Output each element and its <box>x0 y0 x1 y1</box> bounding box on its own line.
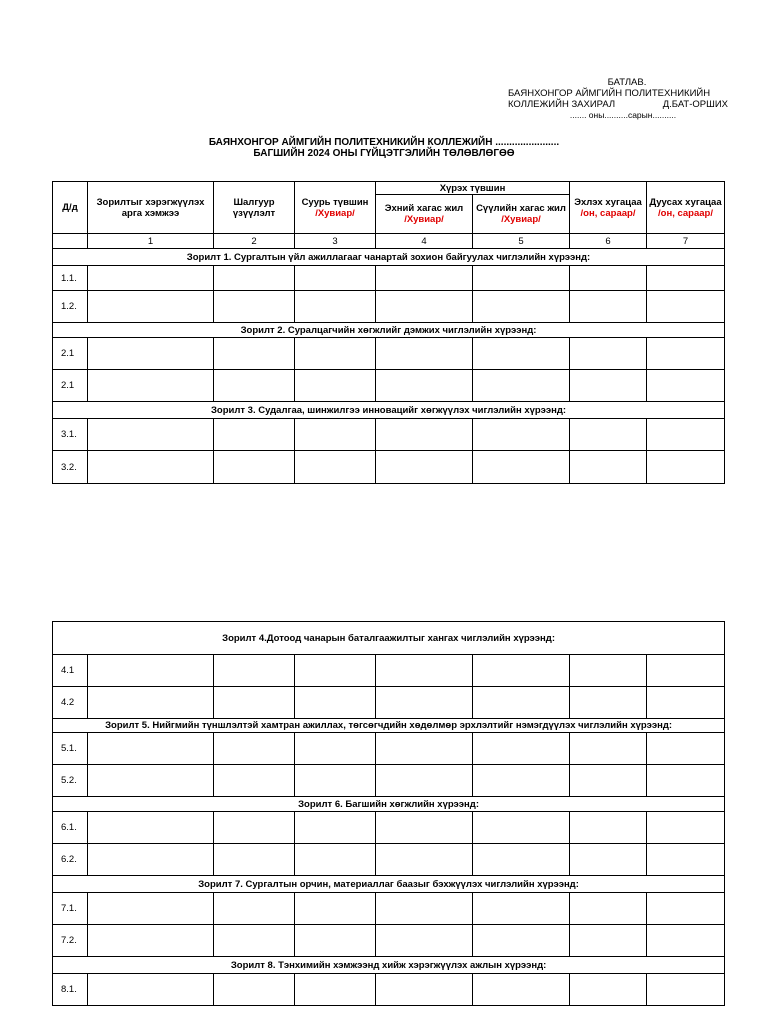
row-number: 2.1 <box>53 338 88 370</box>
table-cell[interactable] <box>88 687 214 719</box>
title-line-1: БАЯНХОНГОР АЙМГИЙН ПОЛИТЕХНИКИЙН КОЛЛЕЖИЙН ....................... <box>208 137 560 148</box>
column-number: 6 <box>570 234 647 249</box>
table-row <box>53 266 725 291</box>
table-cell[interactable] <box>570 266 647 291</box>
table-cell[interactable] <box>570 370 647 402</box>
header-start-unit: /он, сараар/ <box>580 207 636 219</box>
header-first-half-label: Эхний хагас жил <box>384 203 464 214</box>
objective-5-title: Зорилт 5. Нийгмийн түншлэлтэй хамтран ажиллах, төгсөгчдийн хөдөлмөр эрхлэлтийг нэмэгдүүлэх чиглэлийн хүрээнд: <box>53 719 725 733</box>
approval-label: БАТЛАВ. <box>607 77 647 88</box>
table-row <box>53 655 725 687</box>
column-number: 1 <box>88 234 214 249</box>
table-cell[interactable] <box>88 733 214 765</box>
table-cell[interactable] <box>473 733 570 765</box>
table-cell[interactable] <box>647 655 725 687</box>
table-cell[interactable] <box>570 893 647 925</box>
table-cell[interactable] <box>473 419 570 451</box>
table-cell[interactable] <box>88 370 214 402</box>
table-cell[interactable] <box>473 451 570 484</box>
objective-3-title: Зорилт 3. Судалгаа, шинжилгээ инновацийг хөгжүүлэх чиглэлийн хүрээнд: <box>53 402 725 419</box>
objective-7-title: Зорилт 7. Сургалтын орчин, материаллаг баазыг бэхжүүлэх чиглэлийн хүрээнд: <box>53 876 725 893</box>
approval-name: Д.БАТ-ОРШИХ <box>662 99 728 110</box>
table-cell[interactable] <box>473 291 570 323</box>
column-number: 7 <box>647 234 725 249</box>
table-cell[interactable] <box>570 765 647 797</box>
table-cell[interactable] <box>647 338 725 370</box>
plan-table-page-1 <box>52 181 725 484</box>
row-number: 8.1. <box>53 974 88 1006</box>
table-cell[interactable] <box>214 893 295 925</box>
row-number: 5.1. <box>53 733 88 765</box>
row-number: 1.1. <box>53 266 88 291</box>
table-row <box>53 338 725 370</box>
table-cell[interactable] <box>570 419 647 451</box>
table-cell[interactable] <box>647 419 725 451</box>
table-cell[interactable] <box>376 844 473 876</box>
column-number-row <box>53 234 725 249</box>
plan-table-page-2 <box>52 621 725 1006</box>
approval-position: КОЛЛЕЖИЙН ЗАХИРАЛ <box>508 99 616 110</box>
table-cell[interactable] <box>295 687 376 719</box>
header-second-half-unit: /Хувиар/ <box>501 214 541 225</box>
title-line-2: БАГШИЙН 2024 ОНЫ ГҮЙЦЭТГЭЛИЙН ТӨЛӨВЛӨГӨӨ <box>253 148 515 159</box>
header-criteria: Шалгуур үзүүлэлт <box>214 182 295 234</box>
objective-2-title: Зорилт 2. Суралцагчийн хөгжлийг дэмжих чиглэлийн хүрээнд: <box>53 323 725 338</box>
table-cell[interactable] <box>295 765 376 797</box>
table-cell[interactable] <box>647 893 725 925</box>
table-cell[interactable] <box>473 687 570 719</box>
table-cell[interactable] <box>214 291 295 323</box>
table-cell[interactable] <box>214 419 295 451</box>
table-cell[interactable] <box>88 655 214 687</box>
table-cell[interactable] <box>473 844 570 876</box>
table-row <box>53 765 725 797</box>
objective-6-title: Зорилт 6. Багшийн хөгжлийн хүрээнд: <box>53 797 725 812</box>
table-cell[interactable] <box>570 844 647 876</box>
table-cell[interactable] <box>376 338 473 370</box>
table-row <box>53 291 725 323</box>
header-baseline <box>295 182 376 234</box>
table-cell[interactable] <box>88 925 214 957</box>
table-cell[interactable] <box>88 291 214 323</box>
table-cell[interactable] <box>647 451 725 484</box>
table-cell[interactable] <box>570 925 647 957</box>
table-cell[interactable] <box>376 370 473 402</box>
table-cell[interactable] <box>647 925 725 957</box>
table-cell[interactable] <box>473 338 570 370</box>
table-cell[interactable] <box>570 655 647 687</box>
table-cell[interactable] <box>570 291 647 323</box>
header-first-half <box>376 195 473 234</box>
table-cell[interactable] <box>570 451 647 484</box>
table-cell[interactable] <box>295 419 376 451</box>
table-cell[interactable] <box>647 974 725 1006</box>
table-cell[interactable] <box>214 655 295 687</box>
table-cell[interactable] <box>295 338 376 370</box>
row-number: 6.2. <box>53 844 88 876</box>
table-cell[interactable] <box>473 266 570 291</box>
header-second-half <box>473 195 570 234</box>
table-cell[interactable] <box>295 893 376 925</box>
table-cell[interactable] <box>88 451 214 484</box>
approval-block <box>508 77 732 121</box>
row-number: 7.1. <box>53 893 88 925</box>
table-row <box>53 812 725 844</box>
table-row <box>53 844 725 876</box>
table-cell[interactable] <box>570 338 647 370</box>
table-cell[interactable] <box>376 765 473 797</box>
table-cell[interactable] <box>214 370 295 402</box>
row-number: 6.1. <box>53 812 88 844</box>
column-number: 5 <box>473 234 570 249</box>
table-cell[interactable] <box>295 925 376 957</box>
row-number: 1.2. <box>53 291 88 323</box>
table-cell[interactable] <box>473 812 570 844</box>
table-cell[interactable] <box>88 844 214 876</box>
table-cell[interactable] <box>376 291 473 323</box>
table-cell[interactable] <box>473 765 570 797</box>
table-cell[interactable] <box>376 974 473 1006</box>
table-cell[interactable] <box>214 974 295 1006</box>
objective-1-title: Зорилт 1. Сургалтын үйл ажиллагааг чанартай зохион байгуулах чиглэлийн хүрээнд: <box>53 249 725 266</box>
table-cell[interactable] <box>295 974 376 1006</box>
header-second-half-label: Сүүлийн хагас жил <box>476 203 566 214</box>
table-cell[interactable] <box>214 266 295 291</box>
table-cell[interactable] <box>88 338 214 370</box>
table-cell[interactable] <box>647 812 725 844</box>
header-end-label: Дуусах хугацаа <box>649 196 722 208</box>
header-first-half-unit: /Хувиар/ <box>404 214 444 225</box>
column-number: 3 <box>295 234 376 249</box>
table-cell[interactable] <box>376 733 473 765</box>
table-row <box>53 451 725 484</box>
table-cell[interactable] <box>214 812 295 844</box>
table-cell[interactable] <box>214 338 295 370</box>
row-number: 7.2. <box>53 925 88 957</box>
table-cell[interactable] <box>295 812 376 844</box>
table-cell[interactable] <box>376 925 473 957</box>
table-cell[interactable] <box>647 733 725 765</box>
table-cell[interactable] <box>295 451 376 484</box>
table-row <box>53 893 725 925</box>
objective-4-title: Зорилт 4.Дотоод чанарын баталгаажилтыг хангах чиглэлийн хүрээнд: <box>53 622 725 655</box>
column-number: 2 <box>214 234 295 249</box>
table-row <box>53 733 725 765</box>
table-cell[interactable] <box>570 733 647 765</box>
header-end-unit: /он, сараар/ <box>658 207 713 219</box>
table-cell[interactable] <box>376 893 473 925</box>
header-start-time <box>570 182 647 234</box>
table-cell[interactable] <box>647 266 725 291</box>
table-cell[interactable] <box>88 765 214 797</box>
row-number: 4.1 <box>53 655 88 687</box>
table-row <box>53 687 725 719</box>
table-cell[interactable] <box>473 893 570 925</box>
table-cell[interactable] <box>214 687 295 719</box>
table-cell[interactable] <box>647 687 725 719</box>
table-cell[interactable] <box>295 844 376 876</box>
table-cell[interactable] <box>88 893 214 925</box>
table-row <box>53 925 725 957</box>
table-cell[interactable] <box>295 266 376 291</box>
row-number: 3.2. <box>53 451 88 484</box>
table-cell[interactable] <box>295 291 376 323</box>
header-dd: Д/д <box>53 182 88 234</box>
table-cell[interactable] <box>214 765 295 797</box>
table-cell[interactable] <box>570 812 647 844</box>
column-number-empty <box>53 234 88 249</box>
table-cell[interactable] <box>214 844 295 876</box>
table-row <box>53 974 725 1006</box>
table-cell[interactable] <box>570 687 647 719</box>
table-cell[interactable] <box>473 370 570 402</box>
table-row <box>53 419 725 451</box>
column-number: 4 <box>376 234 473 249</box>
table-cell[interactable] <box>376 655 473 687</box>
table-cell[interactable] <box>88 974 214 1006</box>
objective-8-title: Зорилт 8. Тэнхимийн хэмжээнд хийж хэрэгжүүлэх ажлын хүрээнд: <box>53 957 725 974</box>
table-cell[interactable] <box>214 451 295 484</box>
header-end-time <box>647 182 725 234</box>
table-cell[interactable] <box>295 733 376 765</box>
table-row <box>53 370 725 402</box>
table-cell[interactable] <box>295 370 376 402</box>
table-cell[interactable] <box>376 451 473 484</box>
table-cell[interactable] <box>473 925 570 957</box>
table-cell[interactable] <box>647 291 725 323</box>
header-start-label: Эхлэх хугацаа <box>574 196 642 208</box>
row-number: 4.2 <box>53 687 88 719</box>
header-baseline-label: Суурь түвшин <box>301 196 369 208</box>
table-cell[interactable] <box>647 370 725 402</box>
row-number: 3.1. <box>53 419 88 451</box>
table-cell[interactable] <box>473 655 570 687</box>
table-cell[interactable] <box>214 733 295 765</box>
row-number: 5.2. <box>53 765 88 797</box>
header-baseline-unit: /Хувиар/ <box>315 207 355 219</box>
row-number: 2.1 <box>53 370 88 402</box>
table-cell[interactable] <box>376 812 473 844</box>
table-cell[interactable] <box>214 925 295 957</box>
table-cell[interactable] <box>376 419 473 451</box>
table-cell[interactable] <box>647 844 725 876</box>
table-cell[interactable] <box>473 974 570 1006</box>
approval-signatory-row <box>508 99 732 110</box>
table-cell[interactable] <box>570 974 647 1006</box>
table-cell[interactable] <box>88 266 214 291</box>
table-cell[interactable] <box>88 812 214 844</box>
table-cell[interactable] <box>376 687 473 719</box>
header-activity: Зорилтыг хэрэгжүүлэх арга хэмжээ <box>88 182 214 234</box>
table-cell[interactable] <box>88 419 214 451</box>
approval-date: ....... оны..........сарын.......... <box>569 110 677 120</box>
approval-organization: БАЯНХОНГОР АЙМГИЙН ПОЛИТЕХНИКИЙН <box>508 88 711 99</box>
table-cell[interactable] <box>647 765 725 797</box>
table-cell[interactable] <box>376 266 473 291</box>
table-cell[interactable] <box>295 655 376 687</box>
document-title <box>0 137 768 159</box>
header-target-level: Хүрэх түвшин <box>376 182 570 195</box>
